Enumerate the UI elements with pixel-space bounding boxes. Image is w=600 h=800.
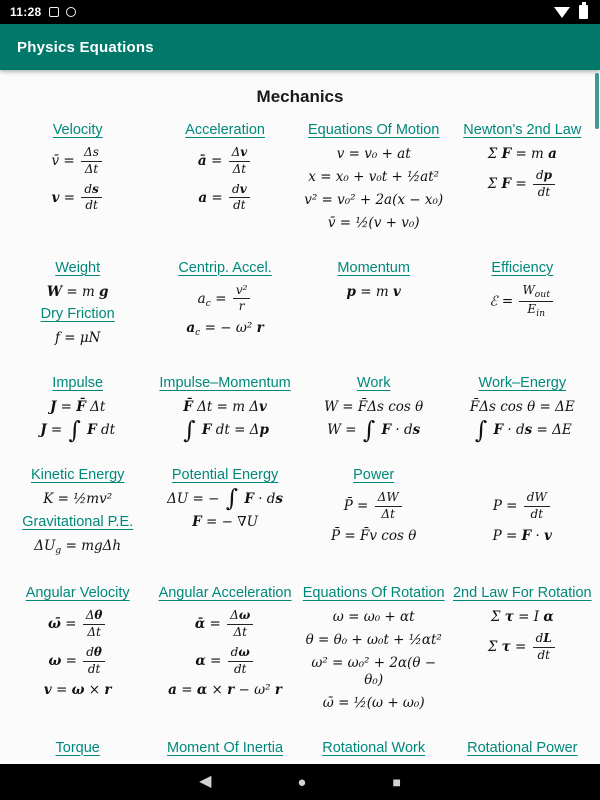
vector-symbol: F: [501, 175, 512, 192]
subscript: out: [534, 289, 551, 300]
equation: ω̄ = $\frac{\Delta\theta}{\Delta t}$: [8, 609, 147, 640]
equation-group: [303, 122, 445, 232]
vector-symbol: F: [201, 422, 212, 439]
fraction: [227, 609, 253, 640]
vector-symbol: L: [543, 631, 552, 645]
equation: x = x₀ + v₀t + ½at²: [308, 168, 440, 185]
equation-group: [453, 260, 592, 320]
equation-group-title[interactable]: Impulse–Momentum: [159, 375, 291, 392]
math-num: ds: [81, 183, 101, 199]
equation: ω̄ = ½(ω + ω₀): [322, 694, 425, 711]
fraction: [81, 146, 102, 177]
equation-cell: [301, 740, 447, 765]
equation-cell: [301, 467, 447, 550]
equation: θ = θ₀ + ω₀t + ½αt²: [305, 632, 442, 648]
equation-cell: [451, 122, 594, 205]
fraction: [524, 491, 550, 522]
equation-cell: [451, 375, 594, 445]
fraction: [375, 491, 402, 522]
equation-group-title[interactable]: Angular Velocity: [25, 585, 130, 602]
vector-symbol: τ: [504, 609, 514, 626]
equation: v = v₀ + at: [336, 146, 411, 162]
equation-group: [303, 375, 445, 444]
vector-symbol: ω: [48, 652, 62, 669]
vector-symbol: τ: [501, 638, 511, 655]
equation: P̄ = F̄v cos θ: [331, 527, 417, 544]
equation-group: [453, 585, 592, 662]
equation: v = ω × r: [43, 682, 112, 699]
equation: $a_c$ = $\frac{\text{v²}}{r}$: [155, 284, 294, 315]
equation-group: [453, 467, 592, 544]
vector-symbol: v: [240, 145, 248, 159]
fraction: [533, 632, 555, 663]
equation: P = F · v: [492, 527, 552, 544]
equation-group: [8, 514, 147, 557]
equation: ω² = ω₀² + 2α(θ − θ₀): [311, 654, 437, 688]
vector-symbol: F: [493, 422, 504, 439]
vector-symbol: J: [50, 399, 57, 416]
equation-group-title[interactable]: Work: [356, 375, 391, 392]
math-num: $W_{out}$: [519, 284, 553, 302]
equation-group: [8, 740, 147, 765]
equation-group: [303, 467, 445, 544]
equation-group-title[interactable]: Newton's 2nd Law: [463, 122, 582, 138]
math-num: dω: [228, 646, 253, 662]
equation-group-title[interactable]: Equations Of Rotation: [302, 585, 445, 602]
math-den: dt: [87, 661, 101, 676]
math-num: Δv: [229, 146, 251, 162]
equation-group-title[interactable]: Power: [353, 467, 395, 483]
equation-cell: [6, 467, 149, 563]
equation: W = F̄Δs cos θ: [324, 399, 424, 416]
vector-symbol: v: [239, 181, 247, 196]
fraction: [533, 169, 555, 200]
equation-group-title[interactable]: Impulse: [52, 375, 104, 392]
equation-group-title[interactable]: Rotational Work: [322, 739, 426, 756]
vector-symbol: θ: [93, 644, 102, 659]
vector-symbol: r: [274, 682, 282, 699]
vector-symbol: F: [501, 146, 512, 162]
equation-cell: [153, 375, 296, 445]
equation-group: [303, 740, 445, 765]
equation-group: [155, 122, 294, 213]
equation: v̄ = $\frac{\Delta s}{\Delta t}$: [8, 146, 147, 177]
equation-group-title: [453, 467, 592, 485]
equation-group: [155, 740, 294, 765]
equation: v² = v₀² + 2a(x − x₀): [304, 191, 444, 208]
equation: Σ F = $\frac{dp}{dt}$: [453, 169, 592, 200]
equation-cell: [301, 375, 447, 445]
vector-symbol: ω: [238, 608, 251, 623]
equation: Σ F = m a: [487, 146, 557, 162]
equation: P = $\frac{dW}{dt}$: [453, 491, 592, 522]
equation-cell: [153, 122, 296, 219]
fraction: [228, 646, 253, 677]
math-den: dt: [233, 198, 246, 213]
battery-icon: [579, 5, 588, 19]
equation-group-title[interactable]: Angular Acceleration: [158, 585, 292, 602]
equation-cell: [6, 585, 149, 705]
fraction: [81, 183, 101, 214]
equation-cell: [153, 585, 296, 705]
equation-group: [453, 375, 592, 444]
math-den: r: [238, 299, 245, 314]
equation-cell: [153, 260, 296, 346]
vector-symbol: J: [40, 422, 47, 439]
equation-group-title[interactable]: Dry Friction: [40, 306, 115, 323]
math-num: ΔW: [375, 491, 402, 507]
vector-symbol: p: [346, 283, 356, 300]
integral-sign: ∫: [474, 415, 488, 444]
equation: K = ½mv²: [43, 491, 113, 507]
equation-cell: [451, 740, 594, 765]
status-time: 11:28: [10, 5, 42, 19]
equation: f = μN: [54, 330, 101, 347]
equation-cell: [301, 122, 447, 238]
equation-cell: [153, 740, 296, 765]
fraction: [233, 284, 251, 315]
subscript: c: [205, 298, 211, 309]
notification-icon-2: [66, 7, 76, 17]
subscript: in: [536, 308, 546, 319]
vector-symbol: r: [104, 682, 112, 699]
math-num: dW: [524, 491, 550, 507]
status-bar: [0, 0, 600, 24]
fraction: [83, 646, 105, 677]
vector-symbol: F: [381, 422, 392, 439]
math-num: dθ: [83, 646, 105, 662]
integral-sign: ∫: [362, 415, 376, 444]
equation-group-title[interactable]: 2nd Law For Rotation: [452, 585, 592, 602]
equation: W = m g: [46, 283, 109, 300]
equation-group: [8, 585, 147, 699]
fraction: [229, 146, 251, 177]
math-num: Δθ: [83, 609, 106, 625]
equation-cell: [301, 260, 447, 307]
vector-symbol: a: [168, 682, 177, 699]
equation-group: [8, 260, 147, 301]
equation: ∫ F dt = Δp: [183, 415, 269, 444]
math-num: v²: [233, 284, 251, 300]
equation-group-title[interactable]: Centrip. Accel.: [178, 259, 272, 276]
equation: ℰ = $\frac{W_{out}}{E_{in}}$: [453, 284, 592, 320]
wifi-icon: [554, 7, 570, 18]
equation-group: [8, 375, 147, 444]
equation-cell: [451, 260, 594, 326]
vector-symbol: ω: [71, 682, 85, 699]
vector-symbol: a: [186, 320, 196, 337]
vector-symbol: a: [548, 146, 557, 162]
vector-symbol: F: [87, 422, 97, 439]
math-den: Δt: [233, 624, 247, 639]
equation: ∫ F · ds = ΔE: [474, 415, 572, 444]
vector-symbol: v: [51, 189, 60, 206]
equation: ΔU = − ∫ F · ds: [167, 484, 284, 513]
equations-grid: [0, 122, 600, 764]
equation: ω = $\frac{d\theta}{dt}$: [8, 646, 147, 677]
vector-symbol: W: [46, 283, 63, 300]
vector-symbol: a: [198, 189, 208, 206]
equation-group-title[interactable]: Momentum: [337, 259, 410, 276]
equation: ā = $\frac{\Delta v}{\Delta t}$: [155, 146, 294, 177]
math-num: Δs: [81, 146, 102, 162]
equation-group: [453, 122, 592, 199]
equation: P̄ = $\frac{\Delta W}{\Delta t}$: [303, 491, 445, 522]
notification-icon: [49, 7, 59, 17]
math-den: Δt: [232, 161, 247, 176]
vector-symbol: ᾱ: [194, 615, 206, 632]
equation-group: [8, 306, 147, 347]
math-num: dv: [229, 183, 250, 199]
equation: F = − ∇U: [192, 513, 259, 530]
equation: a = α × r − ω² r: [168, 682, 282, 699]
vector-symbol: v: [544, 527, 552, 544]
math-den: Δt: [381, 506, 395, 521]
equation: $\Delta U_g = mg\Delta h$: [34, 537, 122, 556]
app-title: Physics Equations: [17, 38, 154, 56]
fraction: [83, 609, 106, 640]
status-bar-left: [10, 5, 76, 19]
equation-cell: [153, 467, 296, 537]
equation-group-title[interactable]: Velocity: [52, 122, 103, 138]
vector-symbol: ā: [197, 152, 207, 169]
vector-symbol: p: [543, 167, 553, 182]
equation-cell: [6, 375, 149, 445]
equation: v̄ = ½(v + v₀): [327, 214, 420, 231]
math-den: $E_{in}$: [527, 301, 546, 319]
vector-symbol: α: [196, 682, 208, 699]
vector-symbol: α: [543, 609, 554, 626]
vector-symbol: ω̄: [47, 615, 61, 632]
content-scroll-area[interactable]: [0, 70, 600, 764]
vector-symbol: s: [524, 422, 533, 439]
math-den: Δt: [87, 624, 101, 639]
equation-group-title[interactable]: Acceleration: [185, 122, 265, 138]
integral-sign: ∫: [183, 415, 196, 444]
integral-sign: ∫: [68, 415, 81, 444]
equation: J = F̄ Δt: [50, 399, 106, 416]
equation-group: [8, 467, 147, 508]
equation-group-title[interactable]: Weight: [55, 259, 101, 276]
equation: Σ τ = I α: [490, 609, 554, 626]
math-den: dt: [233, 661, 247, 676]
vector-symbol: F: [244, 491, 254, 507]
math-num: dp: [533, 169, 555, 185]
subscript: g: [55, 545, 62, 556]
recents-icon[interactable]: ■: [392, 774, 401, 790]
home-icon[interactable]: ●: [297, 773, 307, 791]
equation-group: [303, 585, 445, 711]
vector-symbol: s: [92, 181, 99, 196]
vector-symbol: ω: [238, 644, 250, 659]
math-den: dt: [85, 198, 98, 213]
integral-sign: ∫: [225, 484, 239, 513]
equation: W = ∫ F · ds: [327, 415, 421, 444]
equation-group-title[interactable]: Equations Of Motion: [307, 122, 440, 138]
vector-symbol: r: [227, 682, 235, 699]
vector-symbol: θ: [94, 608, 103, 623]
math-num: Δω: [227, 609, 253, 625]
equation-group: [155, 375, 294, 444]
equation-group: [453, 740, 592, 765]
equation: J = ∫ F dt: [40, 415, 116, 444]
equation-group: [8, 122, 147, 213]
equation: F̄ Δt = m Δv: [183, 399, 267, 416]
back-icon[interactable]: ◀: [199, 773, 212, 790]
math-num: dL: [533, 632, 555, 648]
scrollbar-thumb[interactable]: [595, 73, 599, 129]
equation: v = $\frac{ds}{dt}$: [8, 183, 147, 214]
equation-group-title[interactable]: Moment Of Inertia: [167, 739, 284, 756]
equation-group: [155, 585, 294, 699]
math-den: Δt: [84, 161, 99, 176]
subscript: c: [195, 328, 201, 339]
equation: F̄Δs cos θ = ΔE: [469, 399, 575, 416]
equation-group-title[interactable]: Kinetic Energy: [30, 467, 125, 483]
vector-symbol: p: [259, 422, 269, 439]
equation-group-title[interactable]: Gravitational P.E.: [22, 513, 134, 530]
equation: α = $\frac{d\omega}{dt}$: [155, 646, 294, 677]
equation-group: [155, 467, 294, 531]
equation-group: [303, 260, 445, 301]
vector-symbol: α: [195, 652, 206, 669]
equation-cell: [451, 467, 594, 550]
equation-group-title[interactable]: Torque: [55, 739, 100, 756]
status-bar-right: [554, 5, 590, 19]
equation: p = m v: [346, 283, 401, 300]
vector-symbol: r: [256, 320, 264, 337]
vector-symbol: v: [43, 682, 52, 699]
equation-group: [155, 260, 294, 340]
vector-symbol: F̄: [76, 399, 86, 416]
equation-group-title[interactable]: Potential Energy: [171, 467, 279, 483]
vector-symbol: g: [99, 283, 109, 300]
vector-symbol: s: [275, 491, 284, 507]
equation-cell: [451, 585, 594, 668]
section-heading: Mechanics: [256, 87, 344, 106]
app-bar: [0, 24, 600, 70]
math-den: dt: [530, 506, 544, 521]
vector-symbol: F: [192, 513, 202, 530]
fraction: [519, 284, 553, 320]
vector-symbol: v: [392, 283, 401, 300]
vector-symbol: F̄: [183, 399, 193, 416]
equation-cell: [6, 260, 149, 354]
vector-symbol: F: [521, 527, 532, 544]
math-den: dt: [537, 647, 550, 662]
math-den: dt: [537, 184, 551, 199]
equation-cell: [301, 585, 447, 717]
vector-symbol: v: [259, 399, 267, 416]
equation-group-title[interactable]: Efficiency: [491, 259, 554, 276]
equation: ω = ω₀ + αt: [332, 609, 415, 626]
equation-group-title[interactable]: Rotational Power: [467, 739, 578, 756]
nav-bar: [0, 764, 600, 800]
equation: $a_c$ = − ω² r: [186, 320, 264, 339]
equation-cell: [6, 122, 149, 219]
equation: Σ τ = $\frac{dL}{dt}$: [453, 632, 592, 663]
fraction: [229, 183, 250, 214]
equation-cell: [6, 740, 149, 765]
equation: ᾱ = $\frac{\Delta\omega}{\Delta t}$: [155, 609, 294, 640]
vector-symbol: s: [412, 422, 421, 439]
equation-group-title[interactable]: Work–Energy: [478, 375, 567, 392]
equation: a = $\frac{dv}{dt}$: [155, 183, 294, 214]
